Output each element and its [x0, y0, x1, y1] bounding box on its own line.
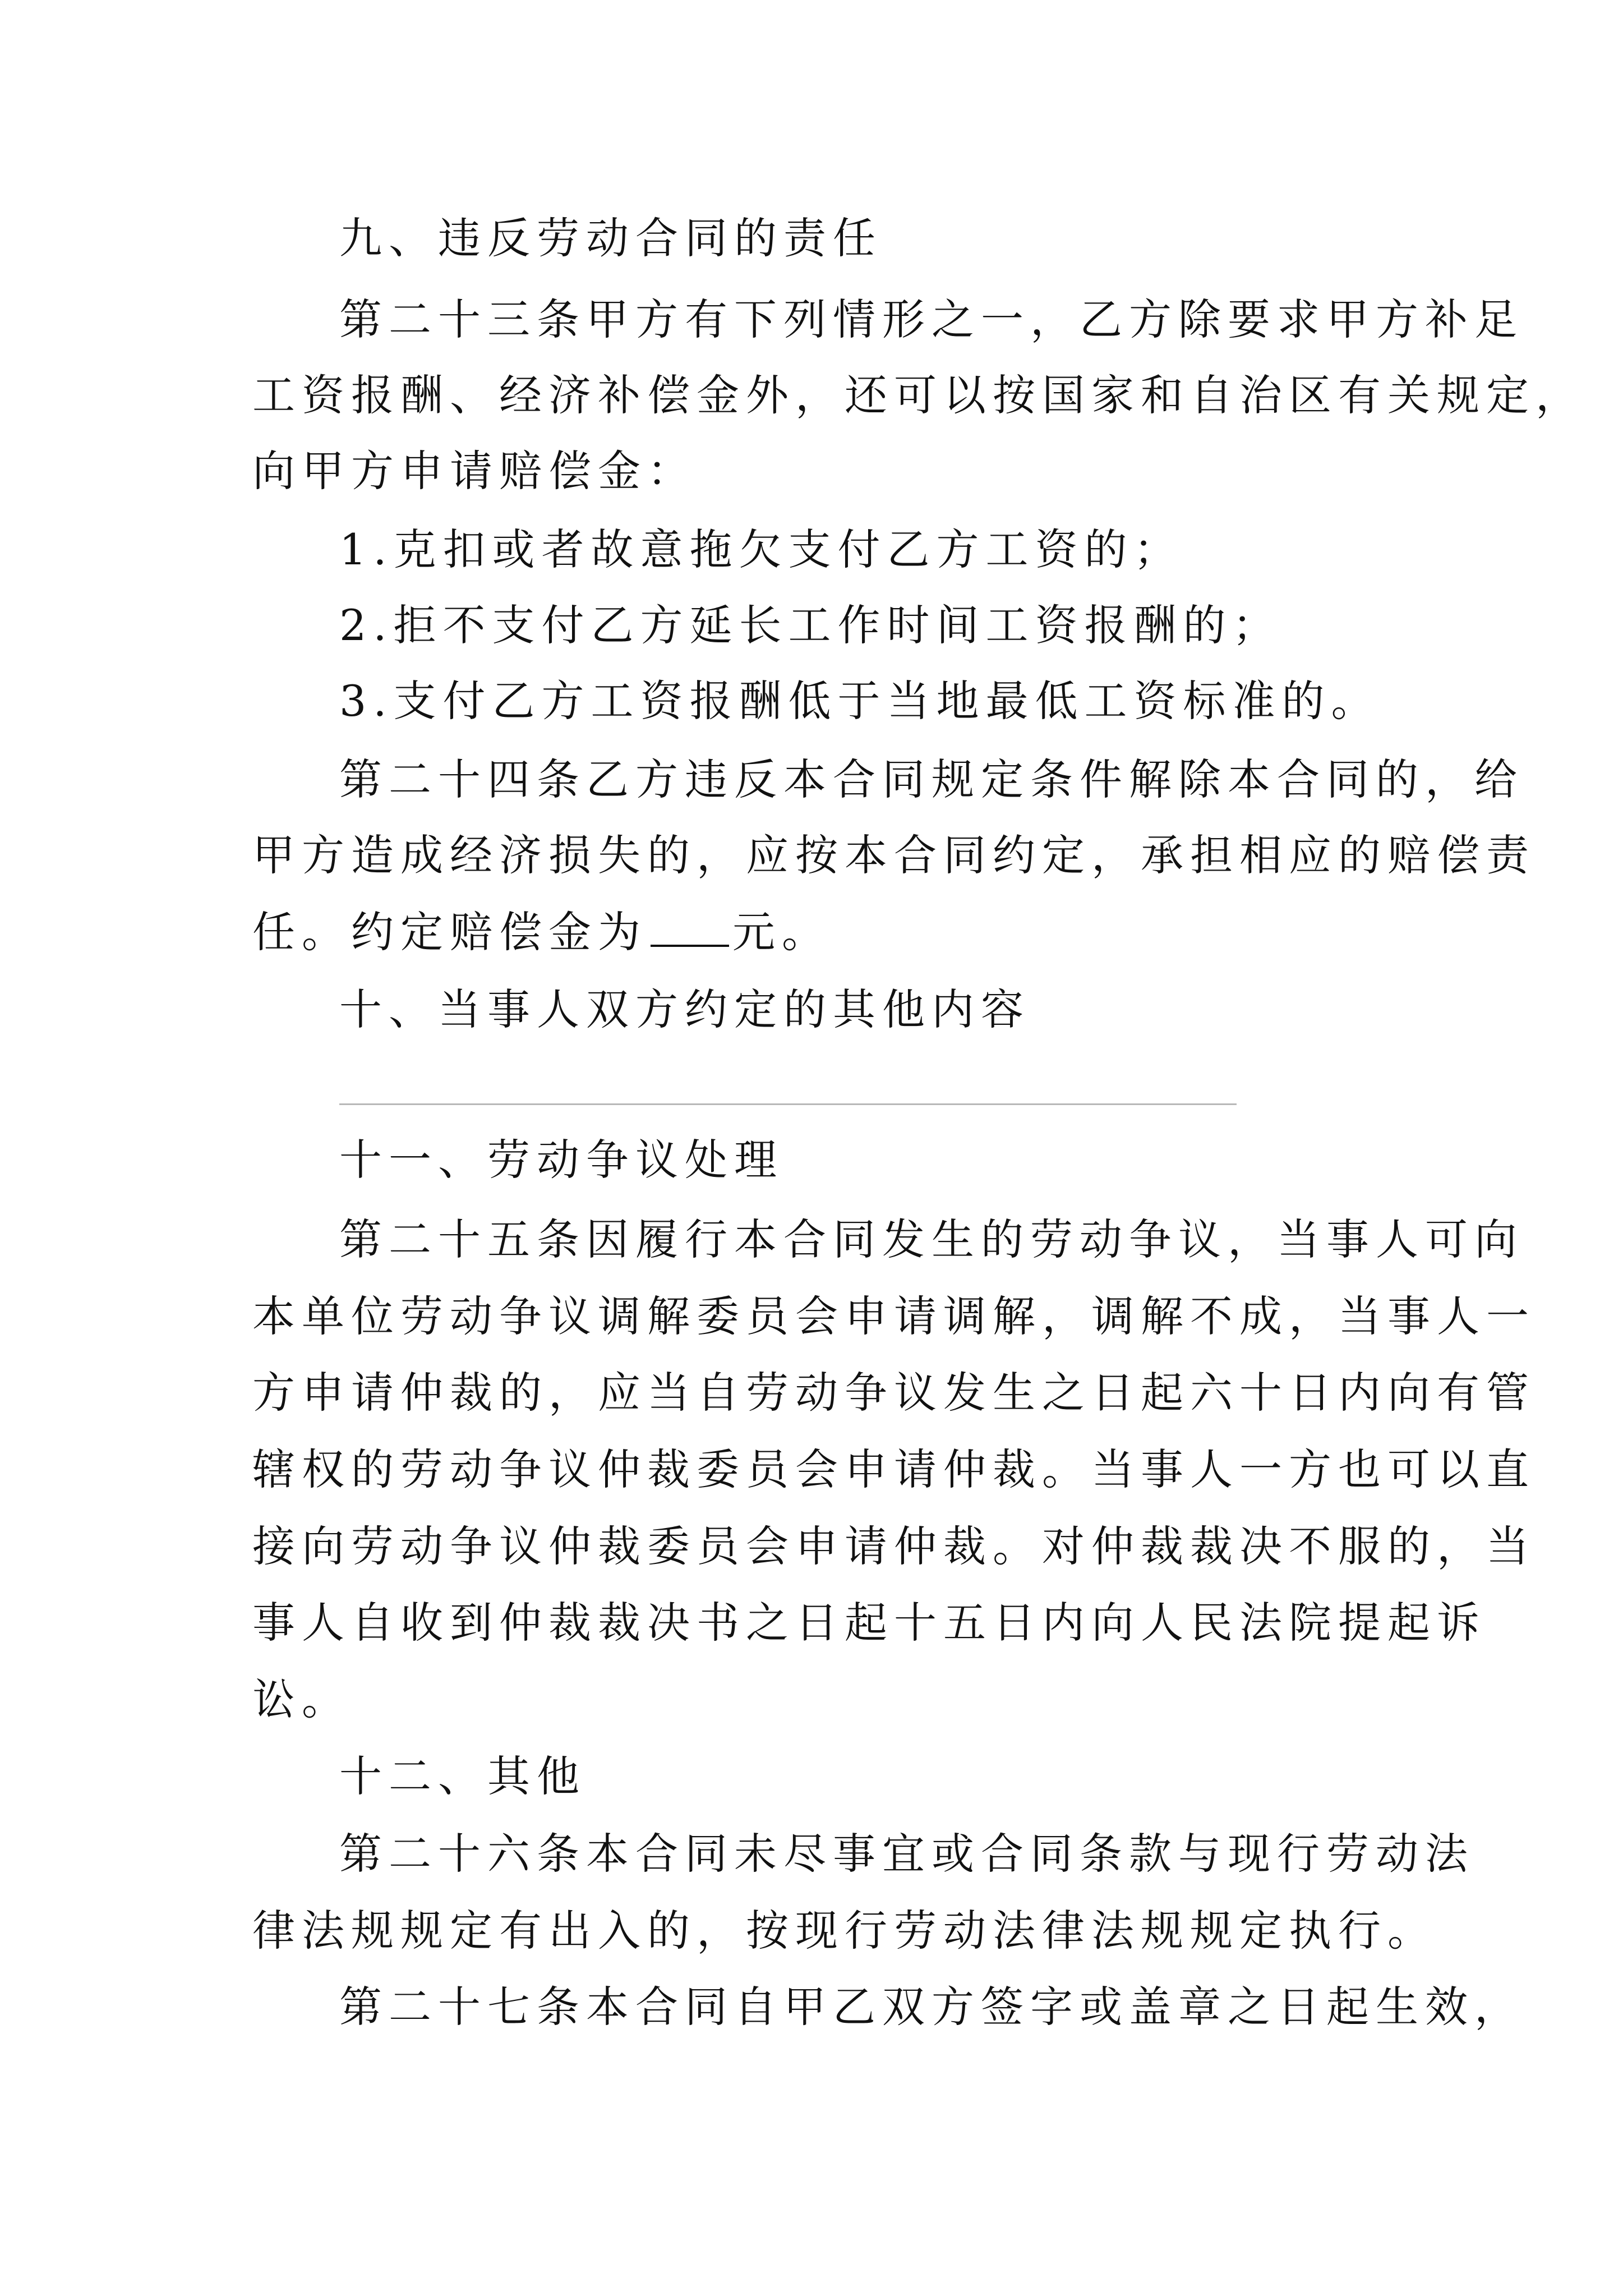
- article-24-text-after-blank: 元。: [732, 907, 831, 957]
- list-item: 1.克扣或者故意拖欠支付乙方工资的；: [339, 524, 1183, 574]
- article-26-line-2: 律法规规定有出入的，按现行劳动法律法规规定执行。: [252, 1906, 1437, 1955]
- article-24-line-3: [252, 904, 1385, 960]
- article-25-line: 本单位劳动争议调解委员会申请调解，调解不成，当事人一: [252, 1291, 1536, 1341]
- section-heading-11: 十一、劳动争议处理: [339, 1135, 783, 1185]
- section-heading-10: 十、当事人双方约定的其他内容: [339, 984, 1030, 1034]
- article-27-line-1: 第二十七条本合同自甲乙双方签字或盖章之日起生效，: [339, 1982, 1524, 2032]
- article-23-line-2: 工资报酬、经济补偿金外，还可以按国家和自治区有关规定，: [252, 370, 1585, 420]
- article-24-line-1: 第二十四条乙方违反本合同规定条件解除本合同的，给: [339, 754, 1524, 804]
- section-heading-12: 十二、其他: [339, 1751, 586, 1801]
- article-24-line-2: 甲方造成经济损失的，应按本合同约定，承担相应的赔偿责: [252, 830, 1536, 880]
- amount-blank-field: [651, 908, 729, 947]
- section-heading-9: 九、违反劳动合同的责任: [339, 213, 882, 263]
- article-26-line-1: 第二十六条本合同未尽事宜或合同条款与现行劳动法: [339, 1829, 1474, 1879]
- article-25-line: 事人自收到仲裁裁决书之日起十五日内向人民法院提起诉: [252, 1598, 1486, 1648]
- article-25-line: 接向劳动争议仲裁委员会申请仲裁。对仲裁裁决不服的，当: [252, 1521, 1536, 1571]
- list-item: 2.拒不支付乙方延长工作时间工资报酬的；: [339, 600, 1282, 650]
- article-23-line-3: 向甲方申请赔偿金：: [252, 446, 697, 496]
- article-24-text-before-blank: 任。约定赔偿金为: [252, 907, 647, 957]
- article-25-line: 辖权的劳动争议仲裁委员会申请仲裁。当事人一方也可以直: [252, 1444, 1536, 1494]
- list-item: 3.支付乙方工资报酬低于当地最低工资标准的。: [339, 676, 1381, 726]
- article-25-line: 讼。: [252, 1674, 351, 1724]
- article-25-line: 第二十五条因履行本合同发生的劳动争议，当事人可向: [339, 1214, 1524, 1264]
- article-23-line-1: 第二十三条甲方有下列情形之一，乙方除要求甲方补足: [339, 295, 1524, 344]
- blank-fill-line: [339, 1103, 1237, 1105]
- article-25-line: 方申请仲裁的，应当自劳动争议发生之日起六十日内向有管: [252, 1368, 1536, 1418]
